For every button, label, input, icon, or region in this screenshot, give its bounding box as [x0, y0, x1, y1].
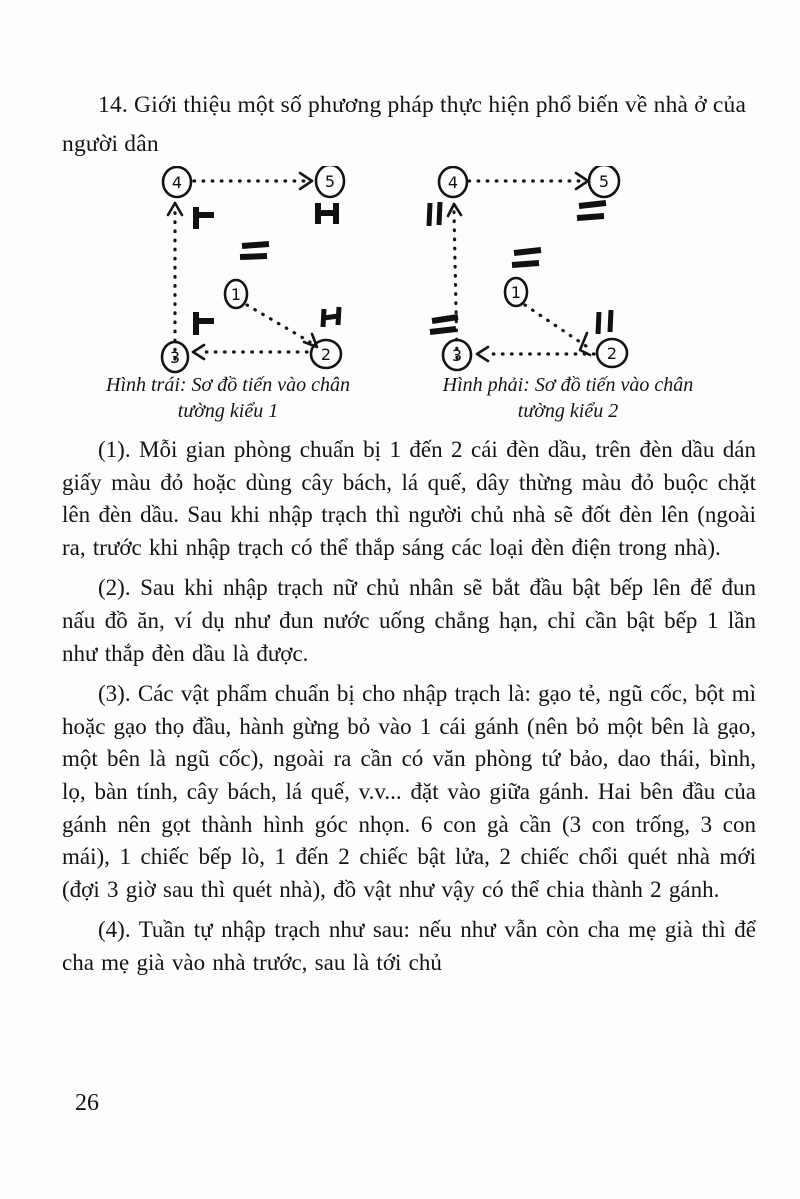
arrowhead-up-icon: [448, 204, 461, 216]
double-dash-symbol: [512, 250, 541, 265]
arrowhead-left-icon: [477, 347, 488, 361]
figures-row: [62, 166, 756, 434]
arrowhead-left-icon: [193, 345, 204, 359]
double-dash-symbol: [240, 244, 269, 257]
node-label-1: 1: [510, 283, 522, 302]
paragraph-2: (2). Sau khi nhập trạch nữ chủ nhân sẽ bắt đầu bật bếp lên để đun nấu đồ ăn, ví dụ như đun nước uống chẳng hạn, chỉ cần bật bếp 1 lần như thắp đèn dầu là được.: [62, 575, 756, 666]
body-text: [62, 434, 756, 980]
path-1-to-2: [525, 305, 586, 346]
figure-right-caption: Hình phải: Sơ đồ tiến vào chân tường kiểu 2: [442, 374, 694, 422]
hook-stroke: [580, 333, 590, 355]
double-bar-symbol: [429, 202, 440, 226]
double-bar-symbol: [598, 310, 611, 334]
double-dash-symbol: [430, 317, 458, 332]
h-bar-symbol: [318, 203, 336, 224]
double-dash-symbol: [577, 203, 606, 218]
t-bar-symbol: [196, 207, 214, 229]
page-number: 26: [75, 1090, 99, 1116]
node-label-3: 3: [451, 346, 463, 365]
node-label-5: 5: [598, 172, 610, 191]
paragraph-1: (1). Mỗi gian phòng chuẩn bị 1 đến 2 cái đèn dầu, trên đèn dầu dán giấy màu đỏ hoặc dùng cây bách, lá quế, dây thừng màu đỏ buộc chặt lên đèn dầu. Sau khi nhập trạch thì người chủ nhà sẽ đốt đèn lên (ngoài ra, trước khi nhập trạch có thể thắp sáng các loại đèn điện trong nhà).: [62, 437, 756, 560]
h-bar-symbol: [323, 307, 339, 327]
node-label-2: 2: [320, 345, 332, 364]
figure-left-caption: Hình trái: Sơ đồ tiến vào chân tường kiểu 1: [106, 374, 350, 422]
node-label-4: 4: [447, 173, 459, 192]
node-label-2: 2: [606, 344, 618, 363]
node-label-5: 5: [324, 172, 336, 191]
path-1-to-2: [247, 305, 310, 342]
node-label-3: 3: [169, 348, 181, 367]
node-label-4: 4: [171, 173, 183, 192]
diagram-entry-style-2: [418, 166, 658, 376]
paragraph-3: (3). Các vật phẩm chuẩn bị cho nhập trạch là: gạo tẻ, ngũ cốc, bột mì hoặc gạo thọ đầu, hành gừng bỏ vào 1 cái gánh (nên bỏ một bên là gạo, một bên là ngũ cốc), ngoài ra cần có văn phòng tứ bảo, dao thái, bình, lọ, bàn tính, cây bách, lá quế, v.v... đặt vào giữa gánh. Hai bên đầu của gánh nên gọt thành hình góc nhọn. 6 con gà cần (3 con trống, 3 con mái), 1 chiếc bếp lò, 1 đến 2 chiếc bật lửa, 2 chiếc chổi quét nhà mới (đợi 3 giờ sau thì quét nhà), đồ vật như vậy có thể chia thành 2 gánh.: [62, 681, 756, 902]
section-heading: 14. Giới thiệu một số phương pháp thực hiện phổ biến về nhà ở của người dân: [62, 92, 747, 157]
t-bar-symbol: [196, 312, 214, 335]
diagram-entry-style-1: [128, 166, 368, 376]
path-3-to-4: [454, 212, 457, 358]
paragraph-4: (4). Tuần tự nhập trạch như sau: nếu như vẫn còn cha mẹ già thì để cha mẹ già vào nhà trước, sau là tới chủ: [62, 917, 756, 975]
node-label-1: 1: [230, 285, 242, 304]
